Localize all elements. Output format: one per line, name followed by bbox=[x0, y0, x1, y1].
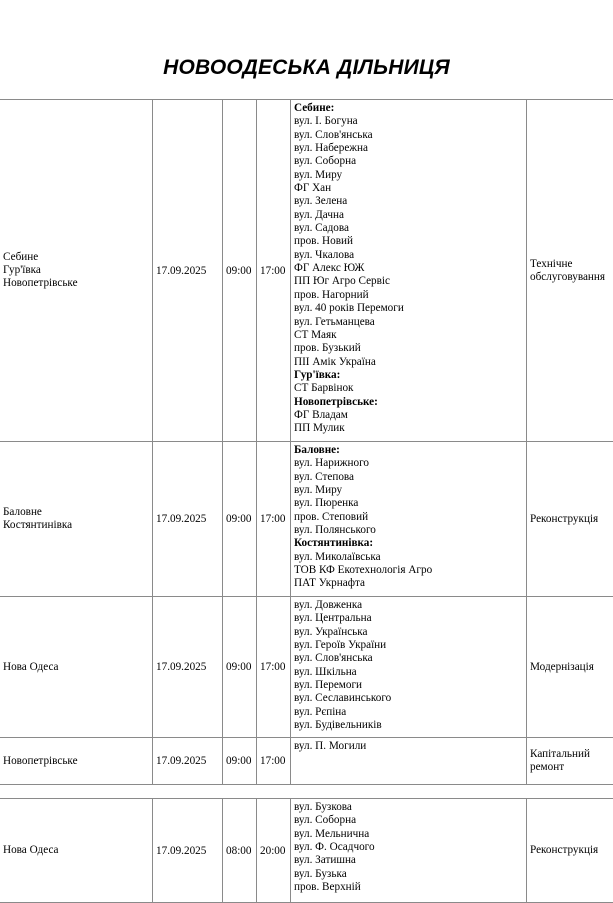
location-name: Новопетрівське bbox=[3, 755, 149, 768]
street-item: ФГ Владам bbox=[294, 409, 523, 422]
work-type-cell: Реконструкція bbox=[527, 442, 613, 597]
street-item: вул. Сеславинського bbox=[294, 692, 523, 705]
page-title: НОВООДЕСЬКА ДІЛЬНИЦЯ bbox=[0, 56, 613, 80]
outage-table-continued bbox=[0, 798, 613, 903]
street-item: вул. Дачна bbox=[294, 209, 523, 222]
street-item: вул. Миру bbox=[294, 484, 523, 497]
settlement-heading: Себине: bbox=[294, 102, 523, 115]
location-name: Гур'ївка bbox=[3, 264, 149, 277]
street-item: вул. Чкалова bbox=[294, 249, 523, 262]
street-item: вул. Шкільна bbox=[294, 666, 523, 679]
location-cell bbox=[0, 738, 153, 785]
street-item: вул. Слов'янська bbox=[294, 652, 523, 665]
street-item: ПП Юг Агро Сервіс bbox=[294, 275, 523, 288]
settlement-heading: Костянтинівка: bbox=[294, 537, 523, 550]
street-item: вул. Будівельників bbox=[294, 719, 523, 732]
location-cell bbox=[0, 799, 153, 903]
start-time-cell: 09:00 bbox=[223, 597, 257, 738]
street-item: ТОВ КФ Екотехнологія Агро bbox=[294, 564, 523, 577]
start-time-cell: 08:00 bbox=[223, 799, 257, 903]
date-cell: 17.09.2025 bbox=[153, 597, 223, 738]
table-row bbox=[0, 100, 613, 442]
street-item: вул. Миру bbox=[294, 169, 523, 182]
street-item: вул. Затишна bbox=[294, 854, 523, 867]
location-name: Новопетрівське bbox=[3, 277, 149, 290]
start-time-cell: 09:00 bbox=[223, 738, 257, 785]
location-name: Нова Одеса bbox=[3, 844, 149, 857]
street-item: ПП Мулик bbox=[294, 422, 523, 435]
table-row bbox=[0, 738, 613, 785]
end-time-cell: 17:00 bbox=[257, 597, 291, 738]
streets-cell bbox=[291, 442, 527, 597]
work-type-cell: Капітальний ремонт bbox=[527, 738, 613, 785]
street-item: пров. Бузький bbox=[294, 342, 523, 355]
street-item: вул. Рєпіна bbox=[294, 706, 523, 719]
street-item: вул. Соборна bbox=[294, 155, 523, 168]
location-cell bbox=[0, 442, 153, 597]
street-item: вул. Набережна bbox=[294, 142, 523, 155]
street-item: вул. Героїв України bbox=[294, 639, 523, 652]
street-item: вул. 40 років Перемоги bbox=[294, 302, 523, 315]
start-time-cell: 09:00 bbox=[223, 442, 257, 597]
street-item: вул. Степова bbox=[294, 471, 523, 484]
outage-table bbox=[0, 99, 613, 785]
work-type-cell: Реконструкція bbox=[527, 799, 613, 903]
streets-cell bbox=[291, 799, 527, 903]
streets-cell bbox=[291, 597, 527, 738]
street-item: вул. Слов'янська bbox=[294, 129, 523, 142]
table-row bbox=[0, 597, 613, 738]
end-time-cell: 17:00 bbox=[257, 442, 291, 597]
settlement-heading: Гур'ївка: bbox=[294, 369, 523, 382]
streets-cell bbox=[291, 738, 527, 785]
street-item: СТ Барвінок bbox=[294, 382, 523, 395]
street-item: вул. Бузька bbox=[294, 868, 523, 881]
street-item: вул. Садова bbox=[294, 222, 523, 235]
street-item: вул. Перемоги bbox=[294, 679, 523, 692]
street-item: вул. Миколаївська bbox=[294, 551, 523, 564]
table-row bbox=[0, 442, 613, 597]
end-time-cell: 20:00 bbox=[257, 799, 291, 903]
location-name: Баловне bbox=[3, 506, 149, 519]
end-time-cell: 17:00 bbox=[257, 738, 291, 785]
street-item: вул. Українська bbox=[294, 626, 523, 639]
date-cell: 17.09.2025 bbox=[153, 100, 223, 442]
street-item: вул. Бузкова bbox=[294, 801, 523, 814]
start-time-cell: 09:00 bbox=[223, 100, 257, 442]
street-item: вул. Центральна bbox=[294, 612, 523, 625]
work-type-cell: Модернізація bbox=[527, 597, 613, 738]
street-item: ПАТ Укрнафта bbox=[294, 577, 523, 590]
location-cell bbox=[0, 100, 153, 442]
work-type-cell: Технічне обслуговування bbox=[527, 100, 613, 442]
street-item: вул. Гетьманцева bbox=[294, 316, 523, 329]
street-item: вул. Пюренка bbox=[294, 497, 523, 510]
street-item: вул. Нарижного bbox=[294, 457, 523, 470]
street-item: вул. І. Богуна bbox=[294, 115, 523, 128]
location-name: Себине bbox=[3, 251, 149, 264]
street-item: вул. Ф. Осадчого bbox=[294, 841, 523, 854]
date-cell: 17.09.2025 bbox=[153, 799, 223, 903]
settlement-heading: Новопетрівське: bbox=[294, 396, 523, 409]
street-item: пров. Верхній bbox=[294, 881, 523, 894]
streets-cell bbox=[291, 100, 527, 442]
street-item: пров. Нагорний bbox=[294, 289, 523, 302]
street-item: пров. Новий bbox=[294, 235, 523, 248]
street-item: ПІІ Амік Україна bbox=[294, 356, 523, 369]
end-time-cell: 17:00 bbox=[257, 100, 291, 442]
street-item: пров. Степовий bbox=[294, 511, 523, 524]
date-cell: 17.09.2025 bbox=[153, 442, 223, 597]
street-item: вул. П. Могили bbox=[294, 740, 523, 753]
street-item: СТ Маяк bbox=[294, 329, 523, 342]
location-cell bbox=[0, 597, 153, 738]
street-item: ФГ Алекс ЮЖ bbox=[294, 262, 523, 275]
date-cell: 17.09.2025 bbox=[153, 738, 223, 785]
street-item: вул. Соборна bbox=[294, 814, 523, 827]
street-item: вул. Зелена bbox=[294, 195, 523, 208]
location-name: Костянтинівка bbox=[3, 519, 149, 532]
street-item: ФГ Хан bbox=[294, 182, 523, 195]
table-row bbox=[0, 799, 613, 903]
street-item: вул. Довженка bbox=[294, 599, 523, 612]
location-name: Нова Одеса bbox=[3, 661, 149, 674]
street-item: вул. Мельнична bbox=[294, 828, 523, 841]
street-item: вул. Полянського bbox=[294, 524, 523, 537]
settlement-heading: Баловне: bbox=[294, 444, 523, 457]
